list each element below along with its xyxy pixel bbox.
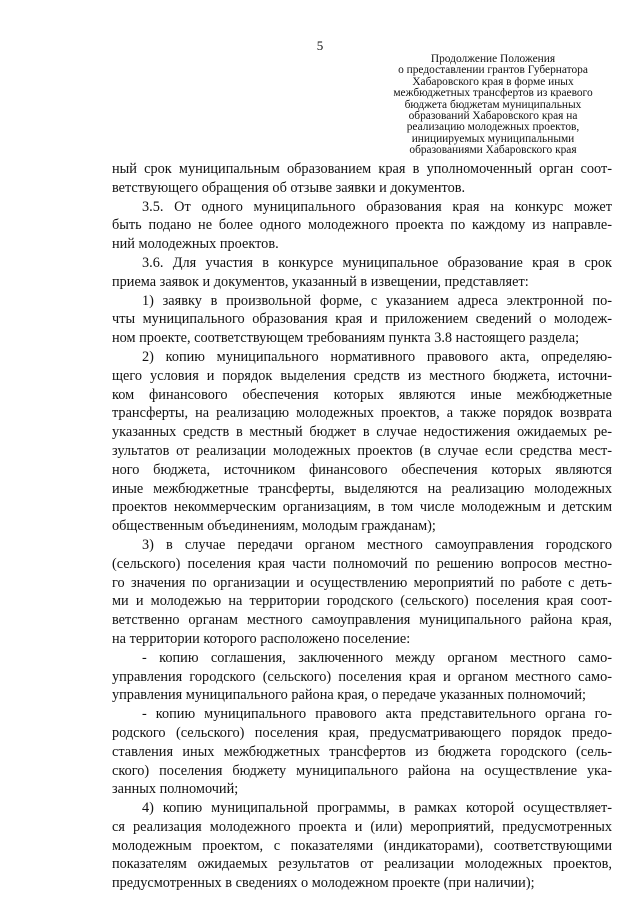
text-line: управления городского (сельского) поселения края и органом местного само- bbox=[112, 668, 612, 685]
paragraph bbox=[112, 705, 612, 799]
text-line: (сельского) поселения края части полномочий по решению вопросов местно- bbox=[112, 555, 612, 572]
text-line: 3.6. Для участия в конкурсе муниципальное образование края в срок bbox=[142, 254, 612, 271]
text-line: родского (сельского) поселения края, предусматривающего порядок предо- bbox=[112, 724, 612, 741]
document-body bbox=[112, 160, 612, 893]
text-line: ком финансового обеспечения которых являются иные межбюджетные bbox=[112, 386, 612, 403]
text-line: на территории которого расположено поселение: bbox=[112, 630, 411, 647]
text-line: - копию соглашения, заключенного между органом местного само- bbox=[142, 649, 612, 666]
text-line: 4) копию муниципальной программы, в рамках которой осуществляет- bbox=[142, 800, 612, 817]
text-line: ного бюджета, источником финансового обеспечения которых являются bbox=[112, 461, 612, 478]
text-line: ный срок муниципальным образованием края в уполномоченный орган соот- bbox=[112, 161, 612, 177]
text-line: щего условия и порядок выделения средств из местного бюджета, источни- bbox=[112, 367, 612, 384]
text-line: общественным объединениям, молодым гражданам); bbox=[112, 518, 436, 535]
text-line: ний молодежных проектов. bbox=[112, 236, 279, 253]
text-line: 2) копию муниципального нормативного правового акта, определяю- bbox=[142, 348, 612, 365]
text-line: 1) заявку в произвольной форме, с указанием адреса электронной по- bbox=[142, 292, 612, 309]
header-note-line: инициируемых муниципальными bbox=[411, 132, 575, 145]
text-line: молодежным проектом, с показателями (индикаторами), соответствующими bbox=[112, 837, 612, 854]
header-note-line: межбюджетных трансфертов из краевого bbox=[393, 87, 593, 100]
header-note-line: Хабаровского края в форме иных bbox=[412, 75, 574, 88]
header-note-line: реализацию молодежных проектов, bbox=[406, 121, 580, 134]
text-line: ского) поселения бюджету муниципального района на осуществление ука- bbox=[112, 762, 612, 779]
header-note-line: бюджета бюджетам муниципальных bbox=[404, 98, 582, 111]
text-line: предусмотренных в сведениях о молодежном проекте (при наличии); bbox=[112, 875, 535, 892]
text-line: - копию муниципального правового акта представительного органа го- bbox=[142, 706, 612, 723]
paragraph bbox=[112, 536, 612, 649]
text-line: ном проекте, соответствующем требованиям пункта 3.8 настоящего раздела; bbox=[112, 330, 580, 347]
text-line: ставления иных межбюджетных трансфертов из бюджета городского (сель- bbox=[112, 743, 612, 760]
text-line: проектов некоммерческим организациям, в том числе молодежным и детским bbox=[112, 499, 612, 516]
text-line: зультатов от реализации молодежных проектов (в случае если средства мест- bbox=[112, 442, 612, 459]
header-note bbox=[378, 54, 608, 157]
text-line: указанных средств в местный бюджет в случае недостижения ожидаемых ре- bbox=[112, 424, 612, 441]
text-line: трансферты, на реализацию молодежных проектов, а также порядок возврата bbox=[112, 405, 612, 422]
text-line: управления муниципального района края, о передаче указанных полномочий; bbox=[112, 687, 587, 704]
text-line: иные межбюджетные трансферты, выделяются на реализацию молодежных bbox=[112, 480, 612, 497]
text-line: ся реализация молодежного проекта и (или) мероприятий, предусмотренных bbox=[112, 818, 612, 835]
text-line: ветствующего обращения об отзыве заявки и документов. bbox=[112, 179, 466, 196]
paragraph bbox=[112, 198, 612, 254]
paragraph bbox=[112, 649, 612, 705]
header-note-line: Продолжение Положения bbox=[430, 53, 556, 65]
header-note-line: о предоставлении грантов Губернатора bbox=[398, 64, 588, 77]
text-line: 3) в случае передачи органом местного самоуправления городского bbox=[142, 536, 612, 553]
text-line: быть подано не более одного молодежного проекта по каждому из направле- bbox=[112, 217, 612, 234]
header-note-line: образованиями Хабаровского края bbox=[409, 144, 577, 157]
paragraph bbox=[112, 348, 612, 536]
text-line: 3.5. От одного муниципального образования края на конкурс может bbox=[142, 198, 612, 215]
paragraph bbox=[112, 254, 612, 292]
text-line: го значения по организации и осуществлению мероприятий по работе с деть- bbox=[112, 574, 612, 591]
paragraph bbox=[112, 799, 612, 893]
page-number: 5 bbox=[316, 38, 324, 53]
paragraph bbox=[112, 292, 612, 348]
paragraph bbox=[112, 160, 612, 198]
header-note-line: образований Хабаровского края на bbox=[408, 110, 578, 123]
text-line: показателям ожидаемых результатов от реализации молодежных проектов, bbox=[112, 856, 612, 873]
text-line: ветственно органам местного самоуправления муниципального района края, bbox=[112, 612, 612, 629]
text-line: приема заявок и документов, указанный в извещении, представляет: bbox=[112, 273, 529, 290]
text-line: чты муниципального образования края и приложением сведений о молодеж- bbox=[112, 311, 612, 328]
text-line: ми и молодежью на территории городского (сельского) поселения края соот- bbox=[112, 593, 612, 610]
text-line: занных полномочий; bbox=[112, 781, 239, 798]
